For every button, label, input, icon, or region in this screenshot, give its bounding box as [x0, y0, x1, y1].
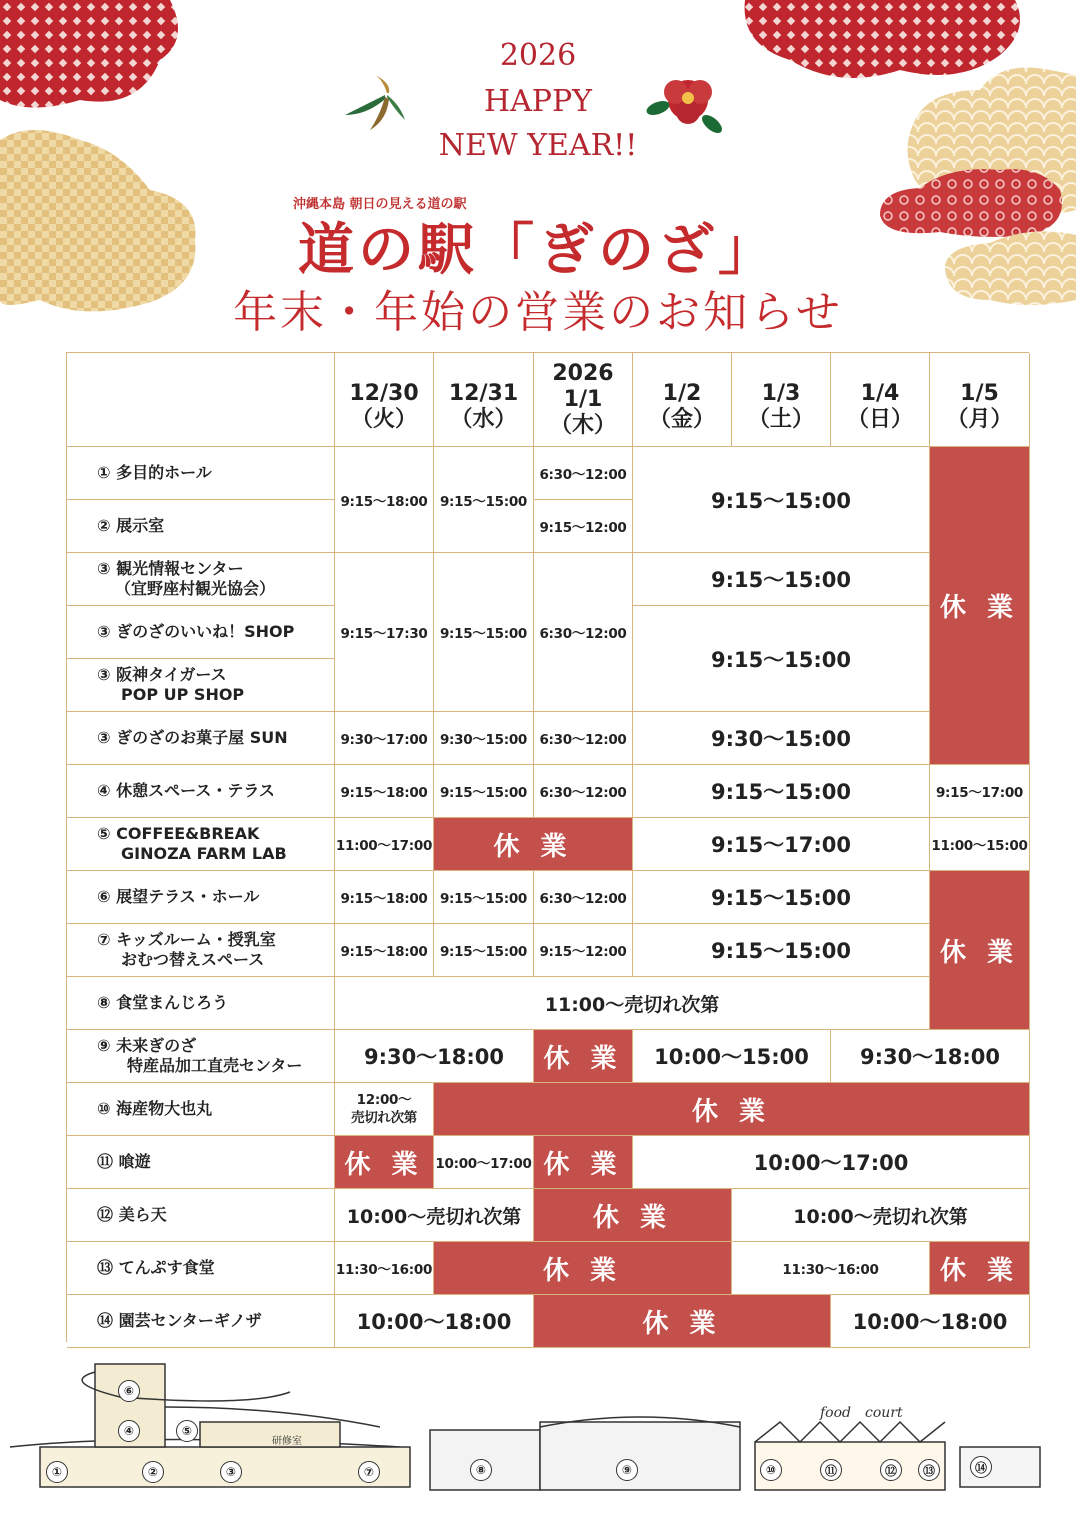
cell-time: 11:30〜16:00	[732, 1242, 930, 1295]
page-title: 道の駅「ぎのざ」	[298, 218, 778, 283]
cell-time: 6:30〜12:00	[534, 712, 633, 765]
center-building-main	[540, 1422, 740, 1490]
cell-time: 10:00〜15:00	[633, 1030, 831, 1083]
col-header-0104	[831, 353, 930, 447]
cell-time: 9:15〜17:30	[335, 553, 434, 712]
col-day: （木）	[549, 412, 616, 438]
cell-time: 9:15〜12:00	[534, 924, 633, 977]
col-date: 1/5	[960, 380, 999, 406]
col-date: 1/2	[662, 380, 702, 406]
label-line: 特産品加工直売センター	[127, 1056, 303, 1075]
row-label-tigers-shop	[67, 659, 335, 712]
row-label-churaten: ⑫ 美ら天	[67, 1189, 335, 1242]
row-label-kids-room	[67, 924, 335, 977]
main-building-wing	[200, 1422, 340, 1447]
col-date: 1/1	[563, 386, 603, 412]
closed-cell: 休 業	[434, 1083, 1030, 1136]
cell-time: 11:00〜17:00	[335, 818, 434, 871]
marker-9: ⑨	[616, 1459, 638, 1481]
closed-cell: 休 業	[335, 1136, 434, 1189]
facility-map	[0, 1352, 1076, 1522]
cell-time: 9:15〜17:00	[930, 765, 1030, 818]
closed-cell: 休 業	[930, 1242, 1030, 1295]
cell-time: 6:30〜12:00	[534, 765, 633, 818]
cell-time: 9:15〜15:00	[434, 553, 534, 712]
col-header-0103	[732, 353, 831, 447]
label-line: ③ 阪神タイガース	[97, 665, 227, 684]
cell-time: 10:00〜18:00	[831, 1295, 1030, 1348]
cell-time: 9:15〜18:00	[335, 871, 434, 924]
building-sign: 研修室	[272, 1436, 302, 1447]
closed-cell: 休 業	[534, 1295, 831, 1348]
cell-line: 12:00〜	[356, 1092, 412, 1108]
row-label-coffee	[67, 818, 335, 871]
col-day: （日）	[846, 406, 913, 432]
row-label-sweets-sun: ③ ぎのざのお菓子屋 SUN	[67, 712, 335, 765]
label-line: （宜野座村観光協会）	[115, 579, 276, 598]
cell-time: 6:30〜12:00	[534, 871, 633, 924]
label-line: GINOZA FARM LAB	[121, 844, 287, 863]
marker-1: ①	[46, 1461, 68, 1483]
row-label-seafood: ⑩ 海産物大也丸	[67, 1083, 335, 1136]
cell-time: 9:30〜15:00	[434, 712, 534, 765]
cell-time: 6:30〜12:00	[534, 447, 633, 500]
cell-time: 9:15〜15:00	[434, 765, 534, 818]
col-day: （火）	[350, 406, 417, 432]
closed-cell: 休 業	[534, 1136, 633, 1189]
marker-13: ⑬	[918, 1459, 940, 1481]
header-happy: HAPPY	[483, 84, 592, 119]
col-header-0101	[534, 353, 633, 447]
tagline: 沖縄本島 朝日の見える道の駅	[293, 197, 467, 212]
row-label-iine-shop: ③ ぎのざのいいね！SHOP	[67, 606, 335, 659]
marker-12: ⑫	[880, 1459, 902, 1481]
closed-cell: 休 業	[534, 1030, 633, 1083]
cell-line: 売切れ次第	[351, 1110, 417, 1126]
cell-time: 9:15〜15:00	[633, 606, 930, 712]
cell-time: 9:30〜18:00	[335, 1030, 534, 1083]
col-year: 2026	[552, 360, 614, 386]
label-line: POP UP SHOP	[121, 685, 245, 704]
row-label-rest-space: ④ 休憩スペース・テラス	[67, 765, 335, 818]
row-label-tenpusu: ⑬ てんぷす食堂	[67, 1242, 335, 1295]
cell-time: 9:15〜15:00	[633, 447, 930, 553]
col-day: （金）	[648, 406, 715, 432]
cell-time: 9:15〜18:00	[335, 924, 434, 977]
cell-time: 9:15〜15:00	[633, 553, 930, 606]
label-line: おむつ替えスペース	[121, 950, 265, 969]
header-empty-cell	[67, 353, 335, 447]
row-label-tourist-info	[67, 553, 335, 606]
cell-time: 9:15〜15:00	[434, 871, 534, 924]
cell-time: 10:00〜17:00	[633, 1136, 1030, 1189]
label-line: ③ 観光情報センター	[97, 559, 244, 578]
col-day: （土）	[747, 406, 814, 432]
col-header-1230	[335, 353, 434, 447]
cell-time: 9:15〜15:00	[434, 447, 534, 553]
col-header-0105	[930, 353, 1030, 447]
schedule-table	[66, 352, 1029, 1342]
cell-time: 9:15〜15:00	[633, 765, 930, 818]
closed-cell: 休 業	[930, 871, 1030, 1030]
marker-2: ②	[142, 1461, 164, 1483]
col-date: 1/4	[860, 380, 900, 406]
cell-time: 9:15〜18:00	[335, 447, 434, 553]
col-date: 12/30	[349, 380, 419, 406]
row-label-observation: ⑥ 展望テラス・ホール	[67, 871, 335, 924]
col-date: 1/3	[761, 380, 801, 406]
row-label-mirai	[67, 1030, 335, 1083]
header-new-year: NEW YEAR!!	[438, 128, 638, 163]
col-date: 12/31	[448, 380, 519, 406]
row-label-manjiro: ⑧ 食堂まんじろう	[67, 977, 335, 1030]
cell-time: 11:00〜売切れ次第	[335, 977, 930, 1030]
cell-time: 10:00〜売切れ次第	[732, 1189, 1030, 1242]
row-label-garden: ⑭ 園芸センターギノザ	[67, 1295, 335, 1348]
marker-10: ⑩	[760, 1459, 782, 1481]
cell-time: 11:00〜15:00	[930, 818, 1030, 871]
closed-cell: 休 業	[534, 1189, 732, 1242]
header-year: 2026	[499, 38, 577, 73]
marker-8: ⑧	[470, 1459, 492, 1481]
label-line: ⑦ キッズルーム・授乳室	[97, 930, 276, 949]
cell-time: 9:15〜12:00	[534, 500, 633, 553]
cell-time: 10:00〜売切れ次第	[335, 1189, 534, 1242]
marker-14: ⑭	[970, 1456, 992, 1478]
cell-time: 9:15〜15:00	[633, 871, 930, 924]
cell-time: 9:30〜15:00	[633, 712, 930, 765]
cell-time: 11:30〜16:00	[335, 1242, 434, 1295]
row-label-exhibit: ② 展示室	[67, 500, 335, 553]
label-line: ⑤ COFFEE&BREAK	[97, 824, 260, 843]
cell-time: 9:30〜18:00	[831, 1030, 1030, 1083]
cell-time: 10:00〜17:00	[434, 1136, 534, 1189]
col-day: （水）	[450, 406, 517, 432]
marker-11: ⑪	[820, 1459, 842, 1481]
cell-time: 9:15〜15:00	[633, 924, 930, 977]
label-line: ⑨ 未来ぎのざ	[97, 1036, 197, 1055]
marker-6: ⑥	[118, 1380, 140, 1402]
cell-time: 9:30〜17:00	[335, 712, 434, 765]
marker-7: ⑦	[358, 1461, 380, 1483]
cell-time	[335, 1083, 434, 1136]
cell-time: 6:30〜12:00	[534, 553, 633, 712]
cell-time: 9:15〜15:00	[434, 924, 534, 977]
food-court-label: food court	[820, 1405, 903, 1421]
food-court-building	[755, 1442, 945, 1490]
closed-cell: 休 業	[930, 447, 1030, 765]
closed-cell: 休 業	[434, 818, 633, 871]
col-day: （月）	[946, 406, 1013, 432]
cell-time: 9:15〜18:00	[335, 765, 434, 818]
marker-3: ③	[220, 1461, 242, 1483]
cell-time: 10:00〜18:00	[335, 1295, 534, 1348]
cell-time: 9:15〜17:00	[633, 818, 930, 871]
row-label-hall: ① 多目的ホール	[67, 447, 335, 500]
col-header-0102	[633, 353, 732, 447]
closed-cell: 休 業	[434, 1242, 732, 1295]
col-header-1231	[434, 353, 534, 447]
page-subtitle: 年末・年始の営業のお知らせ	[233, 287, 843, 338]
marker-5: ⑤	[176, 1420, 198, 1442]
marker-4: ④	[118, 1420, 140, 1442]
row-label-kuyu: ⑪ 喰遊	[67, 1136, 335, 1189]
